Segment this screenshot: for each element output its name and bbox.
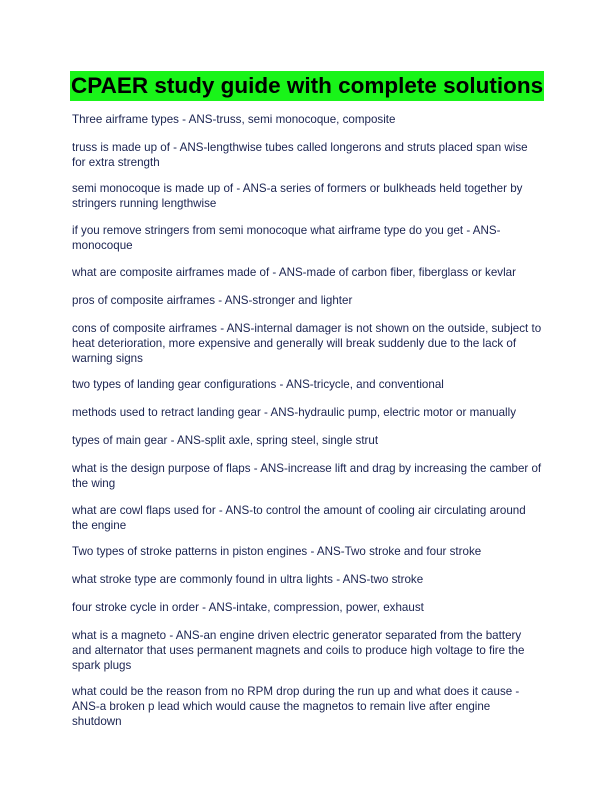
qa-item-1: Three airframe types - ANS-truss, semi monocoque, composite — [72, 113, 396, 126]
qa-item-8: two types of landing gear configurations - ANS-tricycle, and conventional — [72, 378, 444, 391]
qa-item-11: what is the design purpose of flaps - ANS-increase lift and drag by increasing the camber of the wing — [72, 462, 542, 490]
qa-item-10: types of main gear - ANS-split axle, spring steel, single strut — [72, 434, 379, 447]
qa-item-3: semi monocoque is made up of - ANS-a series of formers or bulkheads held together by stringers running lengthwise — [72, 182, 523, 210]
qa-item-17: what could be the reason from no RPM drop during the run up and what does it cause - ANS-a broken p lead which would cause the magnetos to remain live after engine shutdown — [72, 685, 520, 728]
qa-item-2: truss is made up of - ANS-lengthwise tubes called longerons and struts placed span wise for extra strength — [72, 141, 528, 169]
qa-item-6: pros of composite airframes - ANS-stronger and lighter — [72, 294, 353, 307]
qa-item-13: Two types of stroke patterns in piston engines - ANS-Two stroke and four stroke — [72, 545, 482, 558]
qa-item-15: four stroke cycle in order - ANS-intake, compression, power, exhaust — [72, 601, 424, 614]
qa-item-5: what are composite airframes made of - ANS-made of carbon fiber, fiberglass or kevlar — [72, 266, 516, 279]
document-title: CPAER study guide with complete solutions — [70, 71, 544, 101]
qa-item-14: what stroke type are commonly found in ultra lights - ANS-two stroke — [72, 573, 424, 586]
qa-item-4: if you remove stringers from semi monocoque what airframe type do you get - ANS-monocoque — [72, 224, 501, 252]
qa-item-9: methods used to retract landing gear - ANS-hydraulic pump, electric motor or manually — [72, 406, 516, 419]
qa-item-7: cons of composite airframes - ANS-internal damager is not shown on the outside, subject to heat deterioration, more expensive and generally will break suddenly due to the lack of warning signs — [72, 322, 542, 365]
qa-item-16: what is a magneto - ANS-an engine driven electric generator separated from the battery and alternator that uses permanent magnets and coils to produce high voltage to fire the spark plugs — [72, 629, 525, 672]
qa-item-12: what are cowl flaps used for - ANS-to control the amount of cooling air circulating around the engine — [72, 504, 526, 532]
